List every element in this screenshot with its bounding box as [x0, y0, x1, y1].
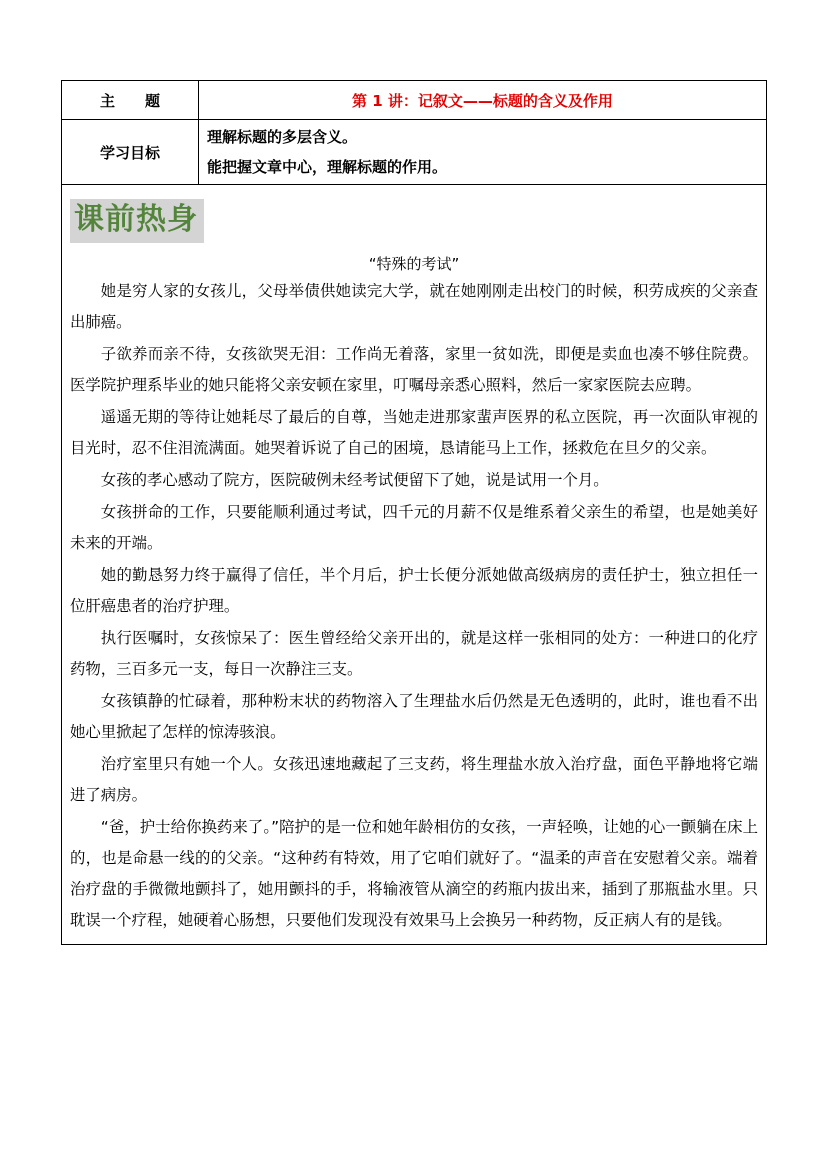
goals-cell — [199, 120, 767, 185]
content-row — [62, 185, 767, 945]
goal-item: 理解标题的多层含义。 — [207, 128, 358, 146]
lesson-table — [61, 80, 767, 945]
topic-row — [62, 81, 767, 120]
topic-label: 主 题 — [62, 81, 199, 120]
story-paragraph: 她是穷人家的女孩儿，父母举债供她读完大学，就在她刚刚走出校门的时候，积劳成疾的父亲查出肺癌。 — [70, 282, 758, 331]
goals-row — [62, 120, 767, 185]
story-paragraph: 女孩的孝心感动了院方，医院破例未经考试便留下了她，说是试用一个月。 — [100, 471, 609, 489]
goal-item: 能把握文章中心，理解标题的作用。 — [207, 158, 448, 176]
story-paragraph: 子欲养而亲不待，女孩欲哭无泪：工作尚无着落，家里一贫如洗，即便是卖血也凑不够住院费。医学院护理系毕业的她只能将父亲安顿在家里，叮嘱母亲悉心照料，然后一家家医院去应聘。 — [70, 345, 758, 394]
story-paragraph: 执行医嘱时，女孩惊呆了：医生曾经给父亲开出的，就是这样一张相同的处方：一种进口的化疗药物，三百多元一支，每日一次静注三支。 — [70, 629, 758, 678]
story-paragraph: 她的勤恳努力终于赢得了信任，半个月后，护士长便分派她做高级病房的责任护士，独立担任一位肝癌患者的治疗护理。 — [70, 566, 758, 615]
goals-label: 学习目标 — [62, 120, 199, 185]
story-paragraph: 女孩镇静的忙碌着，那种粉末状的药物溶入了生理盐水后仍然是无色透明的，此时，谁也看不出她心里掀起了怎样的惊涛骇浪。 — [70, 692, 758, 741]
story-paragraph: “爸，护士给你换药来了。”陪护的是一位和她年龄相仿的女孩，一声轻唤，让她的心一颤躺在床上的，也是命悬一线的的父亲。“这种药有特效，用了它咱们就好了。“温柔的声音在安慰着父亲。端着治疗盘的手微微地颤抖了，她用颤抖的手，将输液管从滴空的药瓶内拔出来，插到了那瓶盐水里。只耽误一个疗程，她硬着心肠想，只要他们发现没有效果马上会换另一种药物，反正病人有的是钱。 — [70, 818, 758, 929]
story-paragraph: 女孩拼命的工作，只要能顺利通过考试，四千元的月薪不仅是维系着父亲生的希望，也是她美好未来的开端。 — [70, 503, 758, 552]
story-paragraph: 治疗室里只有她一个人。女孩迅速地藏起了三支药，将生理盐水放入治疗盘，面色平静地将它端进了病房。 — [70, 755, 758, 804]
topic-value: 第 1 讲：记叙文——标题的含义及作用 — [199, 81, 767, 120]
story-title: “特殊的考试” — [368, 255, 460, 273]
warmup-section-banner: 课前热身 — [70, 199, 204, 243]
story-paragraph: 遥遥无期的等待让她耗尽了最后的自尊，当她走进那家蜚声医界的私立医院，再一次面队审视的目光时，忍不住泪流满面。她哭着诉说了自己的困境，恳请能马上工作，拯救危在旦夕的父亲。 — [70, 408, 758, 457]
content-cell — [62, 185, 767, 945]
